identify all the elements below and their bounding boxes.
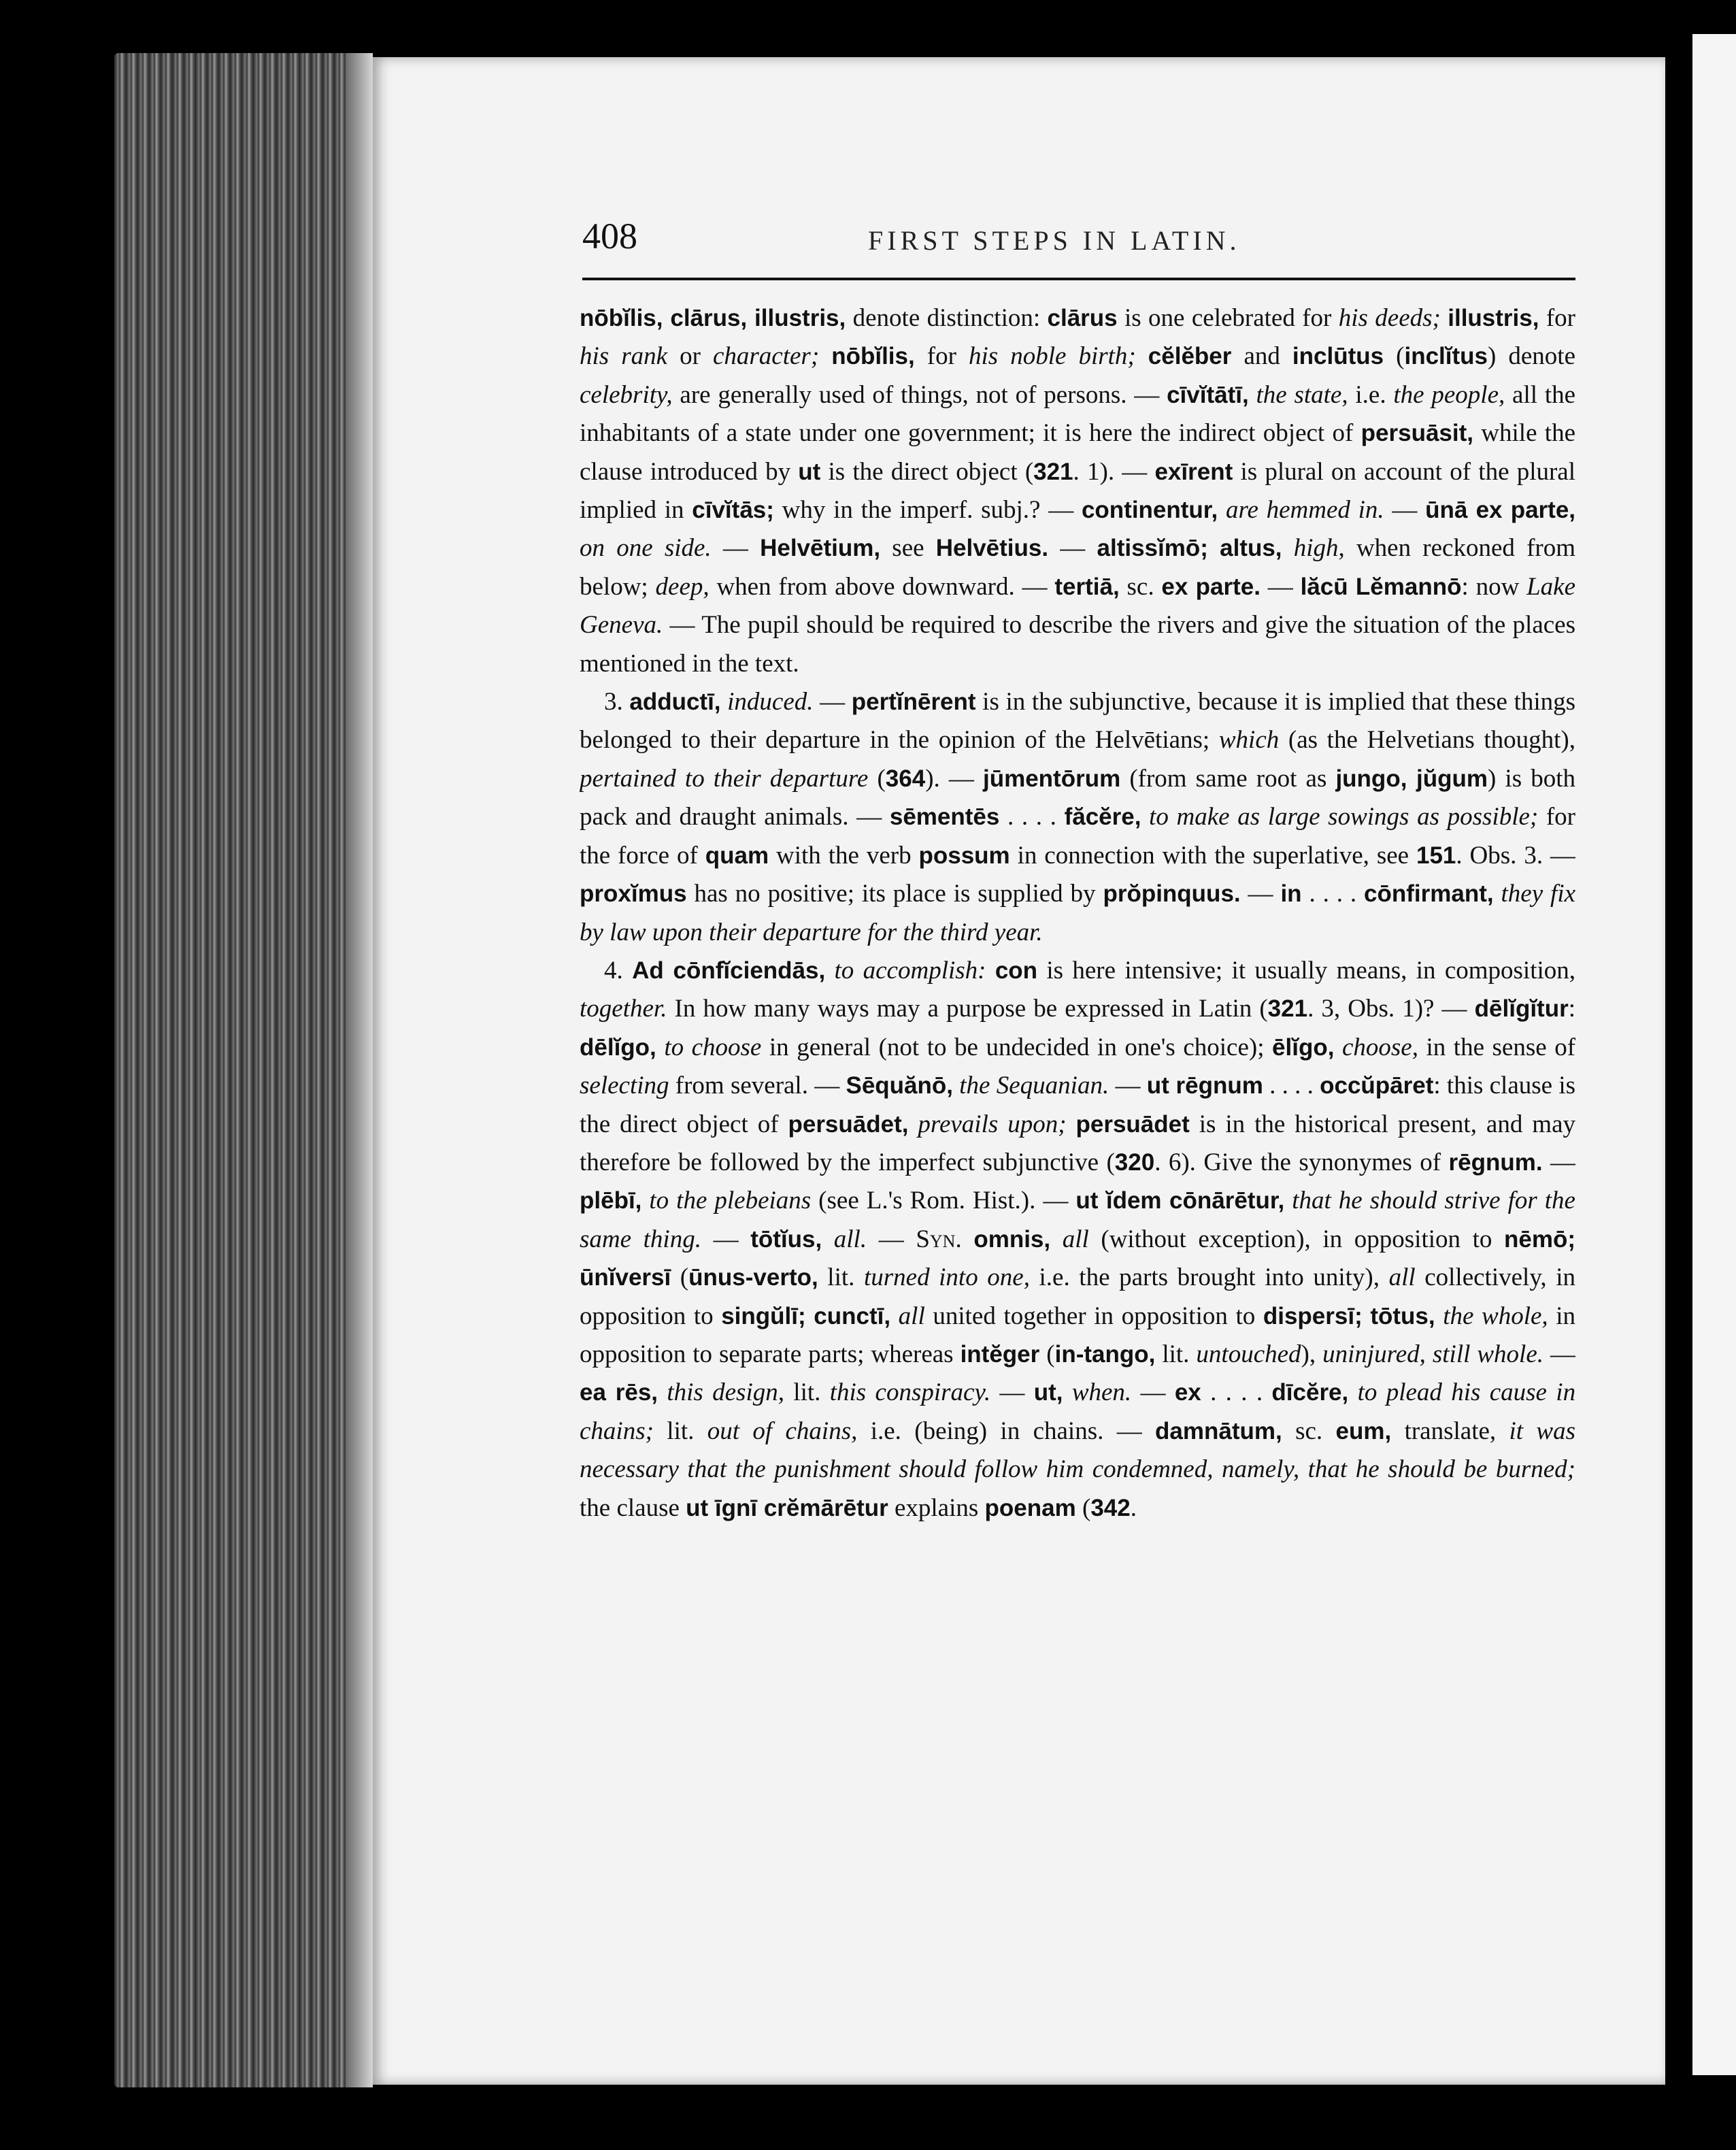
text-run: . 3, Obs. 1)? — [1307, 995, 1475, 1023]
bold-term: ūnā ex parte, [1425, 497, 1575, 524]
text-run: when from above downward. — [709, 572, 1055, 601]
text-run: when reckoned from below; [580, 534, 1575, 601]
text-run: are generally used of things, not of persons. — [672, 380, 1167, 409]
bold-term: in [1280, 880, 1302, 908]
text-run: why in the imperf. subj.? — [773, 496, 1082, 525]
bold-term: nōbĭlis, [831, 343, 915, 370]
bold-term: quam [705, 842, 769, 869]
text-run: ( [1384, 342, 1405, 371]
bold-term: făcĕre, [1064, 804, 1141, 831]
text-run: . . . . [1301, 880, 1365, 908]
bold-term: altissĭmō; [1097, 535, 1208, 562]
italic-gloss: his noble birth; [968, 342, 1136, 371]
text-run: united together in opposition to [924, 1302, 1263, 1330]
bold-term: possum [918, 842, 1010, 869]
bold-term: persuāsit, [1361, 420, 1473, 447]
bold-term: inclūtus [1292, 343, 1384, 370]
bold-term: exīrent [1154, 458, 1233, 485]
bold-term: occŭpāret [1320, 1072, 1434, 1099]
bold-term: ēlĭgo, [1272, 1033, 1335, 1061]
bold-term: ut īgnī crĕmārētur [686, 1494, 888, 1521]
text-run [721, 688, 728, 716]
bold-term: cĕlĕber [1148, 343, 1232, 370]
bold-term: cīvĭtās; [692, 497, 774, 524]
text-run: — [1109, 1072, 1147, 1100]
bold-term: tōtĭus, [750, 1225, 822, 1253]
bold-term: dēlĭgo, [580, 1033, 656, 1061]
text-run: : now [1461, 572, 1527, 601]
text-run: . [1130, 1493, 1137, 1522]
text-run: lit. [653, 1417, 707, 1445]
book-page-edges [114, 53, 373, 2087]
text-run: and [1231, 342, 1292, 371]
text-run [1284, 1187, 1292, 1214]
bold-term: eum, [1335, 1417, 1392, 1444]
text-run [1282, 534, 1294, 562]
running-head [582, 215, 1575, 269]
bold-term: nōbĭlis, clārus, illustris, [580, 305, 846, 331]
book-title: FIRST STEPS IN LATIN. [868, 225, 1241, 256]
text-run: ( [1075, 1493, 1091, 1522]
text-run [1050, 1225, 1063, 1253]
bold-term: con [995, 957, 1038, 984]
bold-term: poenam [984, 1494, 1076, 1521]
text-run: in opposition to separate parts; whereas [580, 1302, 1575, 1368]
body-text [580, 299, 1575, 1932]
bold-term: dīcĕre, [1271, 1379, 1349, 1406]
text-run: . . . . [999, 803, 1065, 831]
text-run [1249, 381, 1256, 409]
bold-term: altus, [1220, 535, 1282, 562]
text-run: In how many ways may a purpose be expressed in Latin ( [667, 995, 1268, 1023]
text-run: lit. [1155, 1340, 1197, 1368]
text-run: while the clause introduced by [580, 419, 1575, 486]
text-run: lit. [818, 1263, 864, 1292]
text-run: ), [1301, 1340, 1323, 1368]
text-run: explains [888, 1493, 985, 1522]
text-run: i.e. the parts brought into unity), [1029, 1263, 1389, 1292]
italic-gloss: untouched [1196, 1340, 1301, 1368]
text-run: has no positive; its place is supplied by [686, 880, 1103, 908]
bold-term: singŭlī; [721, 1302, 806, 1329]
text-run: i.e. (being) in chains. — [857, 1417, 1156, 1445]
italic-gloss: selecting [580, 1072, 669, 1100]
text-run: — [701, 1225, 751, 1253]
bold-term: persuādet, [788, 1110, 909, 1138]
italic-gloss: all [898, 1302, 925, 1330]
text-run: collectively, in opposition to [580, 1263, 1575, 1330]
text-run: all the inhabitants of a state under one government; it is here the indirect object of [580, 380, 1575, 448]
italic-gloss: character; [712, 342, 820, 371]
text-run [1063, 1378, 1072, 1406]
text-run: . . . . [1263, 1072, 1320, 1100]
bold-term: in-tango, [1054, 1340, 1156, 1368]
bold-term: rēgnum. [1448, 1148, 1543, 1176]
text-run [1141, 803, 1149, 831]
bold-term: jungo, jŭgum [1335, 765, 1488, 792]
italic-gloss: celebrity, [580, 380, 673, 409]
text-run: for [914, 342, 969, 371]
text-run [656, 1033, 665, 1061]
bold-term: cunctī, [814, 1302, 891, 1329]
italic-gloss: this design, [667, 1378, 784, 1407]
bold-term: intĕger [960, 1340, 1040, 1368]
section-reference: 342 [1090, 1494, 1131, 1521]
text-run: is in the subjunctive, because it is implied that these things belonged to their departure in the opinion of the Helvētians; [580, 688, 1575, 755]
header-rule [582, 278, 1575, 280]
text-run: is one celebrated for [1117, 304, 1339, 332]
italic-gloss: together. [580, 995, 667, 1023]
section-reference: 321 [1033, 458, 1073, 485]
bold-term: jūmentōrum [982, 765, 1121, 792]
text-run [890, 1302, 899, 1330]
bold-term: cōnfirmant, [1364, 880, 1494, 908]
italic-gloss: his rank [580, 342, 668, 371]
italic-gloss: to choose [664, 1033, 762, 1061]
italic-gloss: all [1062, 1225, 1089, 1253]
text-run [1334, 1033, 1342, 1061]
italic-gloss: his deeds; [1338, 304, 1441, 332]
text-run: the clause [580, 1493, 686, 1522]
italic-gloss: pertained to their departure [580, 764, 869, 793]
italic-gloss: prevails upon; [918, 1110, 1067, 1138]
italic-gloss: on one side. [580, 534, 712, 563]
text-run: : this clause is the direct object of [580, 1072, 1575, 1138]
text-run: . . . . [1201, 1378, 1272, 1407]
bold-term: Sēquănō, [846, 1072, 954, 1099]
italic-gloss: all [1388, 1263, 1416, 1292]
text-run: lit. [784, 1378, 830, 1407]
text-run: ) denote [1488, 342, 1575, 371]
text-run: — [990, 1378, 1034, 1407]
bold-term: prŏpinquus. [1103, 880, 1241, 908]
italic-gloss: turned into one, [863, 1263, 1030, 1292]
italic-gloss: high, [1293, 534, 1345, 563]
text-run: in connection with the superlative, see [1009, 841, 1416, 870]
bold-term: continentur, [1081, 497, 1218, 524]
text-run: with the verb [769, 841, 919, 870]
text-run [1494, 880, 1501, 908]
bold-term: proxĭmus [580, 880, 687, 908]
bold-term: ut, [1033, 1379, 1063, 1406]
text-run: 4. [604, 956, 633, 985]
text-run [986, 957, 995, 985]
bold-term: adductī, [629, 689, 721, 716]
text-run [1363, 1302, 1371, 1330]
bold-term: illustris, [1448, 305, 1539, 331]
text-run: — The pupil should be required to describe the rivers and give the situation of the places mentioned in the text. [580, 611, 1575, 678]
text-run: i.e. [1348, 380, 1394, 409]
text-run: — [813, 688, 852, 716]
page-number: 408 [582, 216, 637, 257]
section-reference: 151 [1416, 842, 1456, 869]
italic-gloss: Lake Geneva. [580, 572, 1575, 640]
text-run: ). — [925, 764, 983, 793]
text-run: in general (not to be undecided in one's choice); [761, 1033, 1273, 1061]
text-run: . 1). — [1073, 457, 1155, 486]
italic-gloss: induced. [727, 688, 814, 716]
bold-term: plēbī, [580, 1187, 642, 1214]
text-run: is the direct object ( [820, 457, 1034, 486]
italic-gloss: the whole, [1443, 1302, 1548, 1330]
bold-term: lăcū Lĕmannō [1300, 573, 1462, 600]
paragraph [580, 299, 1575, 683]
text-run [819, 342, 831, 370]
text-run [1218, 496, 1226, 524]
italic-gloss: to plead his cause in chains; [580, 1378, 1575, 1445]
text-run: or [667, 342, 713, 371]
section-reference: 320 [1114, 1148, 1155, 1176]
bold-term: dispersī; [1263, 1302, 1363, 1329]
text-run: is plural on account of the plural implied in [580, 457, 1575, 525]
bold-term: ex parte. [1161, 573, 1261, 600]
text-run: — [1260, 572, 1301, 601]
text-run: . Obs. 3. — [1456, 841, 1575, 870]
italic-gloss: choose, [1341, 1033, 1418, 1061]
italic-gloss: to make as large sowings as possible; [1149, 803, 1539, 831]
section-reference: 364 [885, 765, 926, 792]
text-run [1348, 1378, 1357, 1406]
italic-gloss: to the plebeians [649, 1187, 812, 1215]
italic-gloss: uninjured, still whole. [1322, 1340, 1543, 1368]
italic-gloss: the state, [1256, 380, 1348, 409]
text-run: for the force of [580, 803, 1575, 870]
text-run: ( [868, 764, 886, 793]
text-run: sc. [1119, 572, 1162, 601]
text-run: (from same root as [1120, 764, 1336, 793]
text-run: ( [1039, 1340, 1055, 1368]
text-run [953, 1072, 959, 1099]
text-run [1067, 1110, 1076, 1138]
bold-term: damnātum, [1155, 1417, 1282, 1444]
text-run: translate, [1391, 1417, 1509, 1445]
italic-gloss: that he should strive for the same thing. [580, 1187, 1575, 1253]
text-run: denote distinction: [846, 304, 1048, 332]
italic-gloss: all. [833, 1225, 867, 1253]
text-run [658, 1378, 667, 1406]
bold-term: sēmentēs [889, 804, 1000, 831]
text-run: — [1542, 1148, 1575, 1176]
italic-gloss: this conspiracy. [829, 1378, 991, 1407]
text-run [908, 1110, 918, 1138]
text-run: — [1543, 1340, 1575, 1368]
text-run [825, 957, 834, 985]
text-run: — [1048, 534, 1097, 563]
paragraph [580, 952, 1575, 1527]
bold-term: ut ĭdem cōnārētur, [1075, 1187, 1285, 1214]
bold-term: ut rēgnum [1146, 1072, 1263, 1099]
bold-term: Helvētium, [760, 535, 881, 562]
italic-gloss: which [1218, 726, 1280, 755]
bold-term: Ad cōnfĭciendās, [632, 957, 826, 984]
italic-gloss: they fix by law upon their departure for the third year. [580, 880, 1575, 946]
text-run: (as the Helvetians thought), [1279, 726, 1575, 755]
text-run: from several. — [669, 1072, 846, 1100]
bold-term: pertĭnērent [851, 689, 976, 716]
text-run: see [880, 534, 936, 563]
text-run: ) is both pack and draught animals. — [580, 764, 1575, 831]
text-run: : [1568, 995, 1575, 1023]
text-run: — [711, 534, 761, 563]
italic-gloss: when. [1071, 1378, 1132, 1407]
bold-term: nēmō; [1504, 1225, 1575, 1253]
bold-term: ex [1174, 1379, 1201, 1406]
text-run: (see L.'s Rom. Hist.). — [811, 1187, 1076, 1215]
text-run: is here intensive; it usually means, in composition, [1037, 956, 1575, 985]
bold-term: dēlĭgĭtur [1474, 995, 1569, 1023]
italic-gloss: to accomplish: [834, 956, 986, 985]
bold-term: ūnĭversī [580, 1264, 671, 1291]
small-caps-term: Syn. [916, 1225, 962, 1253]
text-run [1136, 342, 1148, 370]
italic-gloss: the people, [1393, 380, 1505, 409]
italic-gloss: are hemmed in. [1225, 496, 1384, 525]
bold-term: cīvĭtātī, [1167, 381, 1249, 408]
text-run: (without exception), in opposition to [1088, 1225, 1505, 1253]
bold-term: omnis, [973, 1225, 1051, 1253]
bold-term: ea rēs, [580, 1379, 658, 1406]
text-run: — [867, 1225, 916, 1253]
text-run: . 6). Give the synonymes of [1154, 1148, 1449, 1176]
text-run: in the sense of [1418, 1033, 1575, 1061]
italic-gloss: out of chains, [707, 1417, 858, 1445]
italic-gloss: the Sequanian. [959, 1072, 1109, 1100]
bold-term: ūnus-verto, [688, 1264, 818, 1291]
bold-term: tertiā, [1054, 573, 1120, 600]
italic-gloss: deep, [655, 572, 710, 601]
text-run: for [1539, 304, 1575, 332]
text-run [1441, 304, 1448, 332]
bold-term: ut [798, 458, 821, 485]
bold-term: inclĭtus [1404, 343, 1488, 370]
bold-term: persuādet [1075, 1110, 1190, 1138]
section-reference: 321 [1267, 995, 1308, 1023]
text-run [1208, 534, 1220, 562]
text-run: is in the historical present, and may therefore be followed by the imperfect subjunctive ( [580, 1110, 1575, 1176]
text-run [962, 1225, 974, 1253]
text-run: 3. [604, 688, 630, 716]
text-run [822, 1225, 834, 1253]
bold-term: clārus [1047, 305, 1118, 331]
bold-term: tōtus, [1370, 1302, 1435, 1329]
text-run: — [1240, 880, 1281, 908]
text-run: — [1131, 1378, 1175, 1407]
italic-gloss: it was necessary that the punishment should follow him condemned, namely, that he should be burned; [580, 1417, 1575, 1484]
bold-term: Helvētius. [935, 535, 1049, 562]
text-run: ( [671, 1263, 689, 1292]
text-run: — [1384, 496, 1426, 525]
text-run [806, 1302, 814, 1330]
facing-page-edge [1692, 34, 1736, 2075]
paragraph [580, 683, 1575, 952]
text-run: sc. [1282, 1417, 1336, 1445]
text-run [641, 1187, 649, 1214]
text-run [1435, 1302, 1443, 1330]
